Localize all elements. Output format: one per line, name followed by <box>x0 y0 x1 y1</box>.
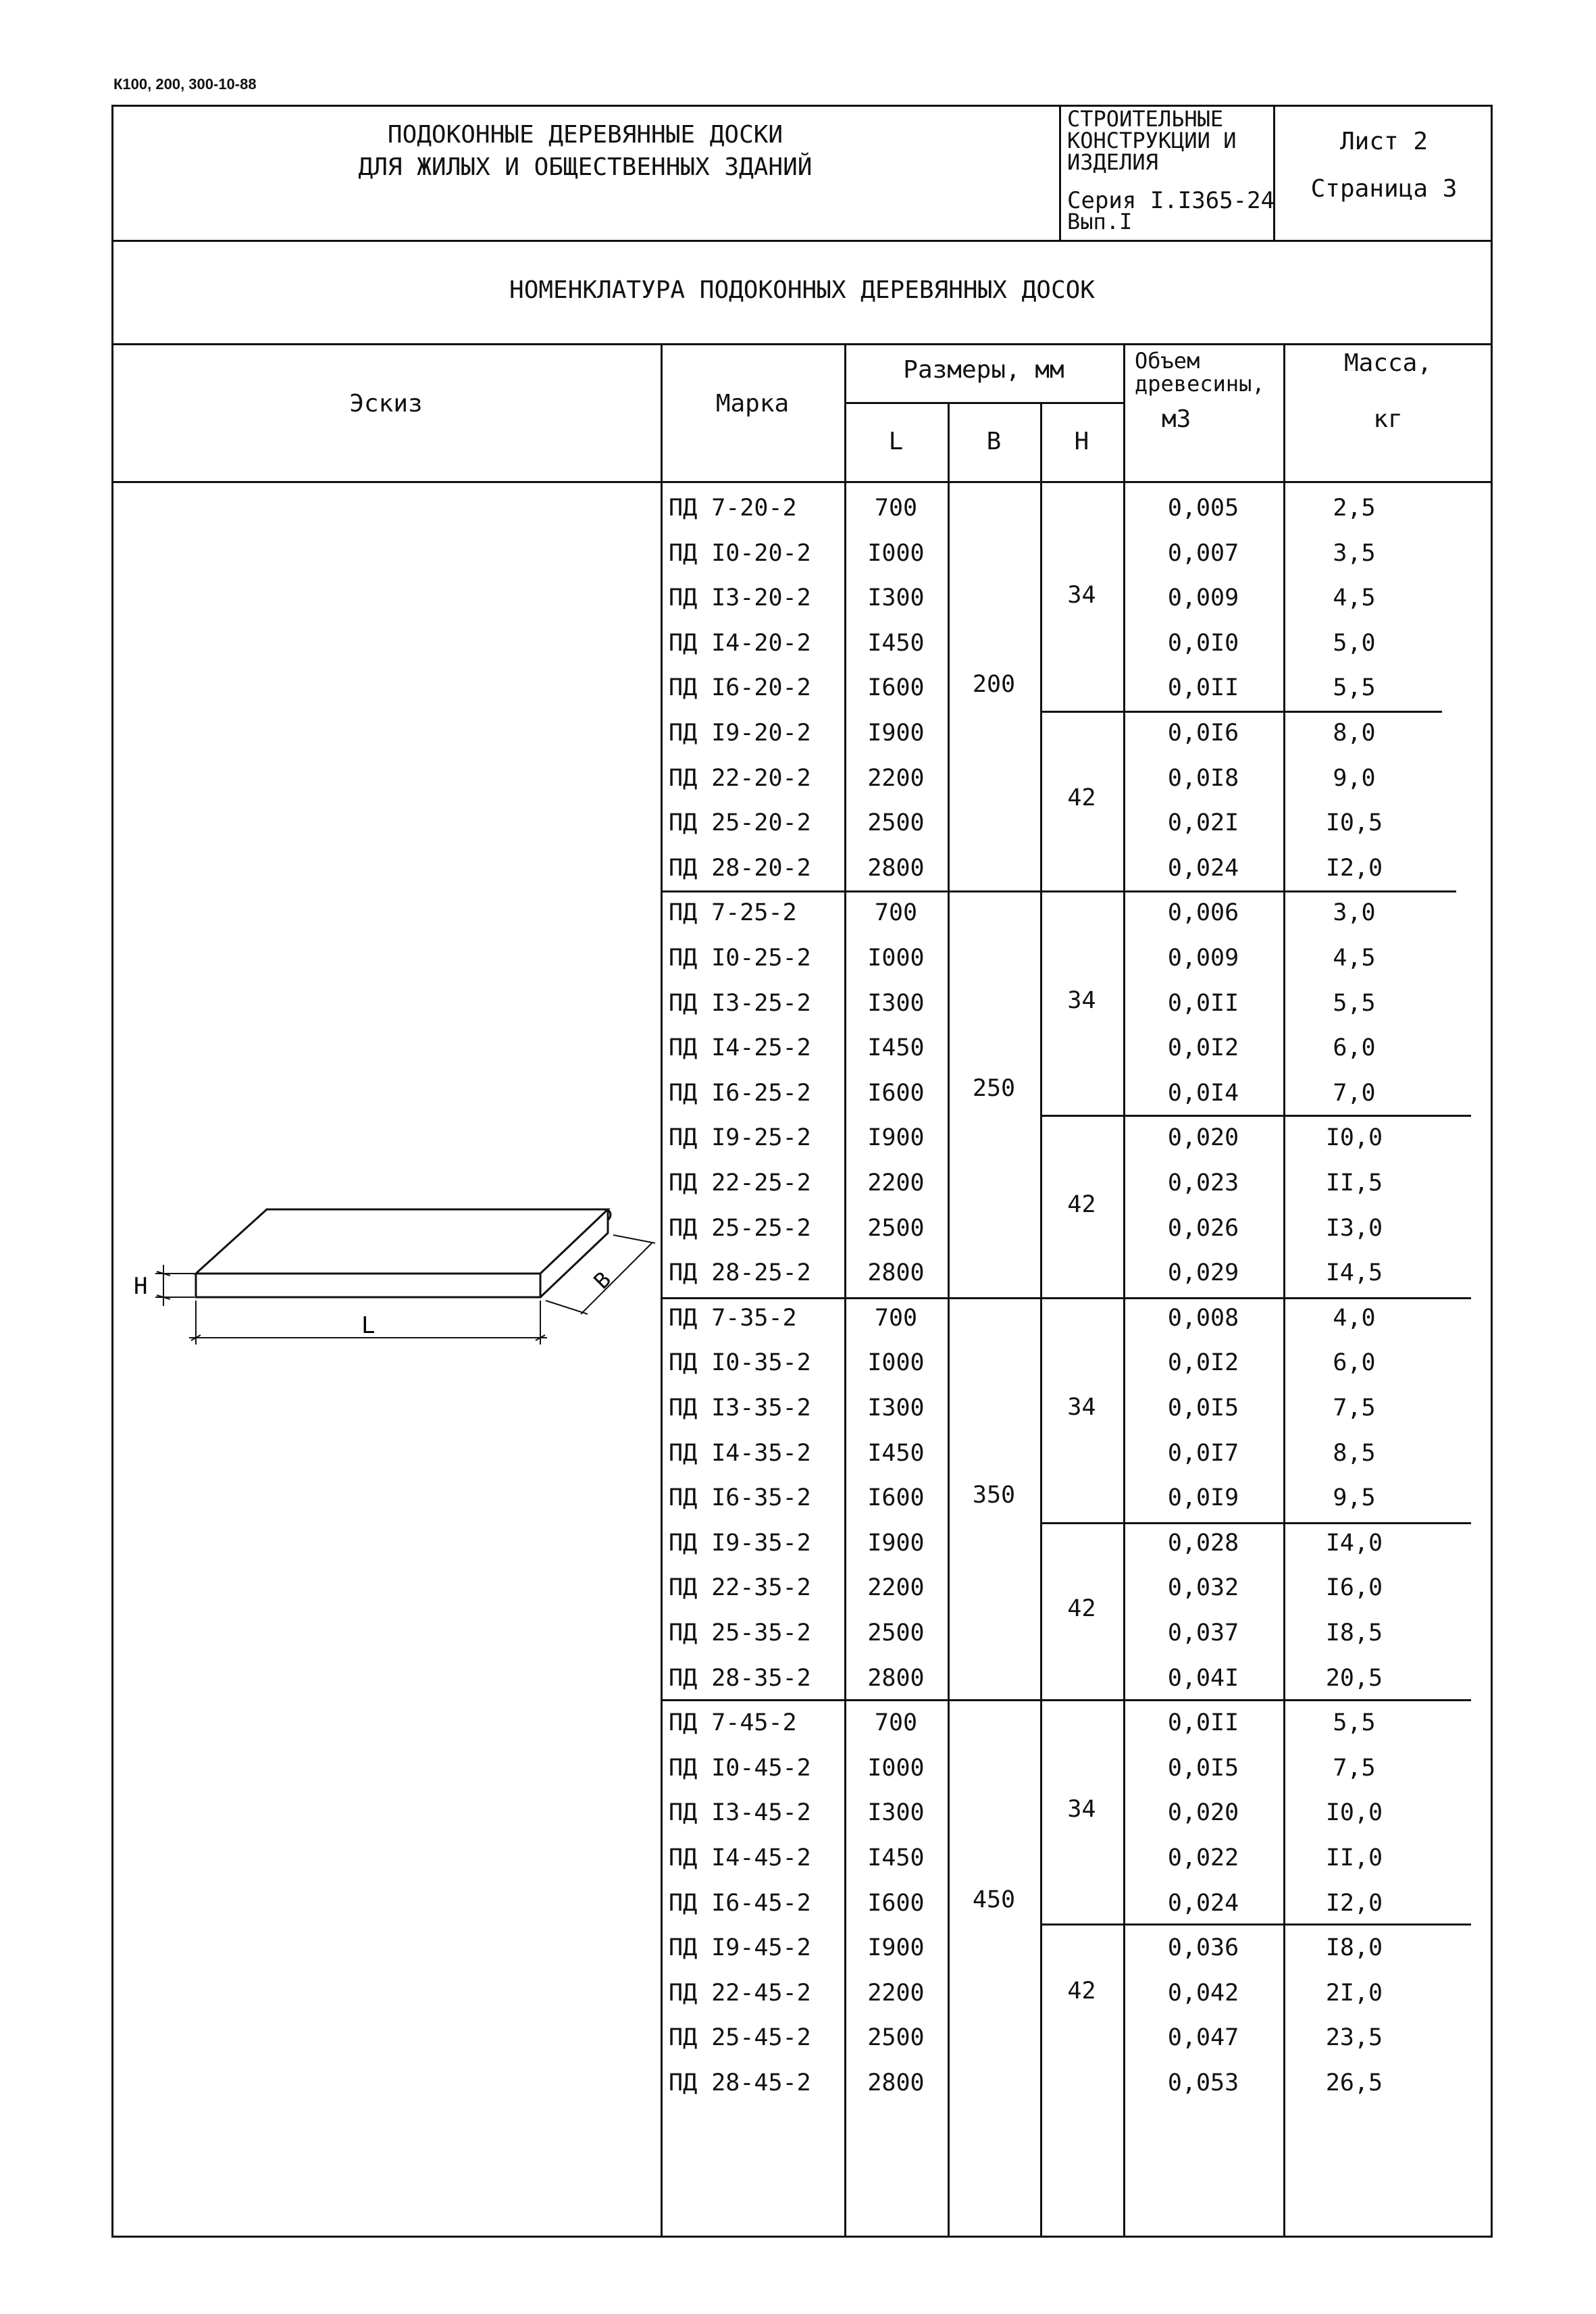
row-volume: 0,020 <box>1167 1799 1239 1826</box>
h-value-42-group-200: 42 <box>1067 784 1096 811</box>
row-volume: 0,009 <box>1167 945 1239 972</box>
h-value-34-group-200: 34 <box>1067 582 1096 609</box>
row-mass: 2I,0 <box>1325 1980 1383 2007</box>
row-volume: 0,028 <box>1167 1530 1239 1557</box>
row-mark: ПД I0-45-2 <box>669 1755 811 1782</box>
row-length: I450 <box>867 1440 925 1467</box>
row-volume: 0,0II <box>1167 1709 1239 1736</box>
title-block-bottom-line <box>111 240 1493 242</box>
h-separator-250 <box>1040 1115 1471 1117</box>
row-volume: 0,0I7 <box>1167 1440 1239 1467</box>
row-length: I000 <box>867 1755 925 1782</box>
row-mass: 4,5 <box>1333 945 1376 972</box>
row-volume: 0,007 <box>1167 540 1239 567</box>
row-mass: I4,5 <box>1325 1259 1383 1286</box>
row-volume: 0,04I <box>1167 1665 1239 1692</box>
sketch-label-B: B <box>588 1266 616 1294</box>
row-mass: 5,5 <box>1333 1709 1376 1736</box>
row-mark: ПД I9-20-2 <box>669 720 811 747</box>
b-value-450: 450 <box>972 1886 1016 1913</box>
category-line1: СТРОИТЕЛЬНЫЕ <box>1067 106 1224 132</box>
table-header-bottom-line <box>111 481 1493 483</box>
row-length: I000 <box>867 945 925 972</box>
row-mark: ПД I3-45-2 <box>669 1799 811 1826</box>
row-mass: I0,5 <box>1325 809 1383 836</box>
row-mark: ПД I9-45-2 <box>669 1934 811 1961</box>
row-mass: I0,0 <box>1325 1124 1383 1151</box>
header-sizes: Размеры, мм <box>903 356 1064 384</box>
row-volume: 0,037 <box>1167 1619 1239 1646</box>
section-title-bottom-line <box>111 343 1493 345</box>
row-mass: 5,5 <box>1333 990 1376 1017</box>
row-mark: ПД I9-25-2 <box>669 1124 811 1151</box>
row-length: I450 <box>867 630 925 657</box>
row-mass: 4,0 <box>1333 1305 1376 1332</box>
row-mark: ПД 28-20-2 <box>669 855 811 882</box>
row-length: 2500 <box>867 809 925 836</box>
row-length: I600 <box>867 1080 925 1107</box>
row-mass: 3,5 <box>1333 540 1376 567</box>
row-mass: 7,5 <box>1333 1394 1376 1422</box>
row-length: I300 <box>867 1394 925 1422</box>
header-volume-line1: Объем <box>1135 348 1200 374</box>
row-mark: ПД 22-20-2 <box>669 765 811 792</box>
row-volume: 0,0I6 <box>1167 720 1239 747</box>
row-volume: 0,0I5 <box>1167 1394 1239 1422</box>
row-length: I300 <box>867 1799 925 1826</box>
row-length: I300 <box>867 584 925 611</box>
row-length: I450 <box>867 1844 925 1871</box>
document-title-line1: ПОДОКОННЫЕ ДЕРЕВЯННЫЕ ДОСКИ <box>387 121 783 149</box>
row-volume: 0,0II <box>1167 990 1239 1017</box>
row-mass: I8,5 <box>1325 1619 1383 1646</box>
header-H: H <box>1074 428 1089 455</box>
row-length: 2500 <box>867 1215 925 1242</box>
row-mark: ПД 25-25-2 <box>669 1215 811 1242</box>
row-volume: 0,0I4 <box>1167 1080 1239 1107</box>
row-mark: ПД 28-45-2 <box>669 2069 811 2096</box>
column-divider-B <box>1040 402 1042 2238</box>
h-value-34-group-250: 34 <box>1067 987 1096 1014</box>
row-length: 2200 <box>867 1980 925 2007</box>
row-length: I000 <box>867 1349 925 1376</box>
row-volume: 0,047 <box>1167 2024 1239 2051</box>
category-line2: КОНСТРУКЦИИ И <box>1067 128 1237 153</box>
row-volume: 0,0I2 <box>1167 1349 1239 1376</box>
group-separator-250 <box>661 890 1456 892</box>
row-length: 2800 <box>867 855 925 882</box>
row-length: 2800 <box>867 1665 925 1692</box>
sketch-label-H: H <box>134 1273 148 1300</box>
row-mark: ПД I6-25-2 <box>669 1080 811 1107</box>
row-volume: 0,024 <box>1167 855 1239 882</box>
title-block-divider-1 <box>1059 105 1061 240</box>
row-volume: 0,02I <box>1167 809 1239 836</box>
b-value-350: 350 <box>972 1482 1016 1509</box>
row-mass: II,5 <box>1325 1169 1383 1197</box>
row-mark: ПД I4-25-2 <box>669 1034 811 1061</box>
row-length: 700 <box>874 899 918 926</box>
row-mark: ПД 25-20-2 <box>669 809 811 836</box>
row-mark: ПД 22-25-2 <box>669 1169 811 1197</box>
row-mass: 7,5 <box>1333 1755 1376 1782</box>
row-length: 2200 <box>867 1574 925 1601</box>
header-volume-unit: м3 <box>1162 405 1191 433</box>
row-mass: 4,5 <box>1333 584 1376 611</box>
h-value-42-group-350: 42 <box>1067 1595 1096 1622</box>
row-length: I900 <box>867 1124 925 1151</box>
row-mark: ПД 25-45-2 <box>669 2024 811 2051</box>
row-mark: ПД I0-25-2 <box>669 945 811 972</box>
row-mark: ПД I3-20-2 <box>669 584 811 611</box>
page-number: Страница 3 <box>1310 175 1458 203</box>
row-mass: 3,0 <box>1333 899 1376 926</box>
row-mark: ПД I6-20-2 <box>669 674 811 701</box>
b-value-250: 250 <box>972 1075 1016 1102</box>
row-length: I900 <box>867 1530 925 1557</box>
row-mass: 8,5 <box>1333 1440 1376 1467</box>
row-volume: 0,009 <box>1167 584 1239 611</box>
board-outline <box>196 1209 611 1297</box>
row-mark: ПД I0-35-2 <box>669 1349 811 1376</box>
row-volume: 0,006 <box>1167 899 1239 926</box>
row-volume: 0,022 <box>1167 1844 1239 1871</box>
row-mass: I0,0 <box>1325 1799 1383 1826</box>
row-volume: 0,053 <box>1167 2069 1239 2096</box>
h-separator-450 <box>1040 1923 1471 1926</box>
row-mass: 9,5 <box>1333 1484 1376 1511</box>
row-mark: ПД 7-25-2 <box>669 899 797 926</box>
row-mark: ПД I4-20-2 <box>669 630 811 657</box>
sizes-header-line <box>844 402 1123 404</box>
row-mark: ПД 22-35-2 <box>669 1574 811 1601</box>
row-length: 2500 <box>867 2024 925 2051</box>
row-mass: 5,0 <box>1333 630 1376 657</box>
row-mass: I3,0 <box>1325 1215 1383 1242</box>
category-line3: ИЗДЕЛИЯ <box>1067 149 1158 175</box>
row-volume: 0,042 <box>1167 1980 1239 2007</box>
window-board-sketch <box>122 1176 662 1372</box>
header-sketch: Эскиз <box>349 390 423 418</box>
row-volume: 0,0I5 <box>1167 1755 1239 1782</box>
row-length: 2500 <box>867 1619 925 1646</box>
row-mark: ПД 22-45-2 <box>669 1980 811 2007</box>
row-mass: I4,0 <box>1325 1530 1383 1557</box>
row-mass: I2,0 <box>1325 1890 1383 1917</box>
row-volume: 0,023 <box>1167 1169 1239 1197</box>
header-L: L <box>888 428 904 455</box>
row-mark: ПД 28-25-2 <box>669 1259 811 1286</box>
row-mark: ПД I3-35-2 <box>669 1394 811 1422</box>
row-length: 2200 <box>867 765 925 792</box>
row-volume: 0,005 <box>1167 495 1239 522</box>
issue-number: Вып.I <box>1067 209 1133 234</box>
row-mass: 26,5 <box>1325 2069 1383 2096</box>
row-mass: 6,0 <box>1333 1034 1376 1061</box>
header-volume-line2: древесины, <box>1135 371 1265 397</box>
row-mark: ПД I6-35-2 <box>669 1484 811 1511</box>
row-mass: 2,5 <box>1333 495 1376 522</box>
row-length: 2800 <box>867 2069 925 2096</box>
row-mass: 23,5 <box>1325 2024 1383 2051</box>
row-volume: 0,026 <box>1167 1215 1239 1242</box>
h-value-42-group-450: 42 <box>1067 1978 1096 2005</box>
row-volume: 0,029 <box>1167 1259 1239 1286</box>
row-length: 2200 <box>867 1169 925 1197</box>
header-mass-line1: Масса, <box>1343 349 1433 377</box>
row-mark: ПД 28-35-2 <box>669 1665 811 1692</box>
title-block-divider-2 <box>1273 105 1275 240</box>
row-mass: II,0 <box>1325 1844 1383 1871</box>
row-length: I600 <box>867 674 925 701</box>
row-length: I600 <box>867 1890 925 1917</box>
row-mass: 7,0 <box>1333 1080 1376 1107</box>
row-mark: ПД I3-25-2 <box>669 990 811 1017</box>
row-mark: ПД 7-35-2 <box>669 1305 797 1332</box>
group-separator-350 <box>661 1297 1471 1299</box>
h-separator-200 <box>1040 711 1442 713</box>
row-mark: ПД I0-20-2 <box>669 540 811 567</box>
row-volume: 0,0I9 <box>1167 1484 1239 1511</box>
dimension-lines <box>155 1235 655 1344</box>
row-length: I900 <box>867 1934 925 1961</box>
row-length: I300 <box>867 990 925 1017</box>
header-mark: Марка <box>715 390 790 418</box>
row-mass: 6,0 <box>1333 1349 1376 1376</box>
section-title: НОМЕНКЛАТУРА ПОДОКОННЫХ ДЕРЕВЯННЫХ ДОСОК <box>509 276 1095 304</box>
row-length: I000 <box>867 540 925 567</box>
row-length: I900 <box>867 720 925 747</box>
row-volume: 0,0II <box>1167 674 1239 701</box>
h-value-34-group-450: 34 <box>1067 1796 1096 1823</box>
row-length: 700 <box>874 495 918 522</box>
row-mass: I8,0 <box>1325 1934 1383 1961</box>
row-mass: 9,0 <box>1333 765 1376 792</box>
row-volume: 0,036 <box>1167 1934 1239 1961</box>
row-length: 700 <box>874 1709 918 1736</box>
row-mass: I6,0 <box>1325 1574 1383 1601</box>
row-mark: ПД I9-35-2 <box>669 1530 811 1557</box>
row-mark: ПД 25-35-2 <box>669 1619 811 1646</box>
header-mass-unit: кг <box>1373 405 1403 433</box>
h-separator-350 <box>1040 1522 1471 1524</box>
row-volume: 0,024 <box>1167 1890 1239 1917</box>
document-code: К100, 200, 300-10-88 <box>113 76 257 93</box>
b-value-200: 200 <box>972 671 1016 698</box>
group-separator-450 <box>661 1699 1471 1701</box>
row-mark: ПД 7-45-2 <box>669 1709 797 1736</box>
row-volume: 0,008 <box>1167 1305 1239 1332</box>
row-mass: I2,0 <box>1325 855 1383 882</box>
row-length: 700 <box>874 1305 918 1332</box>
sheet-number: Лист 2 <box>1339 128 1428 155</box>
row-mark: ПД 7-20-2 <box>669 495 797 522</box>
row-volume: 0,032 <box>1167 1574 1239 1601</box>
row-volume: 0,020 <box>1167 1124 1239 1151</box>
row-length: I450 <box>867 1034 925 1061</box>
row-mark: ПД I4-45-2 <box>669 1844 811 1871</box>
row-mark: ПД I4-35-2 <box>669 1440 811 1467</box>
series-number: Серия I.I365-24 <box>1067 187 1275 214</box>
row-mass: 20,5 <box>1325 1665 1383 1692</box>
header-B: B <box>986 428 1002 455</box>
sketch-label-L: L <box>361 1312 376 1339</box>
row-length: 2800 <box>867 1259 925 1286</box>
row-mark: ПД I6-45-2 <box>669 1890 811 1917</box>
row-mass: 5,5 <box>1333 674 1376 701</box>
h-value-34-group-350: 34 <box>1067 1394 1096 1421</box>
document-title-line2: ДЛЯ ЖИЛЫХ И ОБЩЕСТВЕННЫХ ЗДАНИЙ <box>358 153 813 181</box>
row-volume: 0,0I0 <box>1167 630 1239 657</box>
row-volume: 0,0I8 <box>1167 765 1239 792</box>
row-volume: 0,0I2 <box>1167 1034 1239 1061</box>
h-value-42-group-250: 42 <box>1067 1191 1096 1218</box>
row-mass: 8,0 <box>1333 720 1376 747</box>
row-length: I600 <box>867 1484 925 1511</box>
